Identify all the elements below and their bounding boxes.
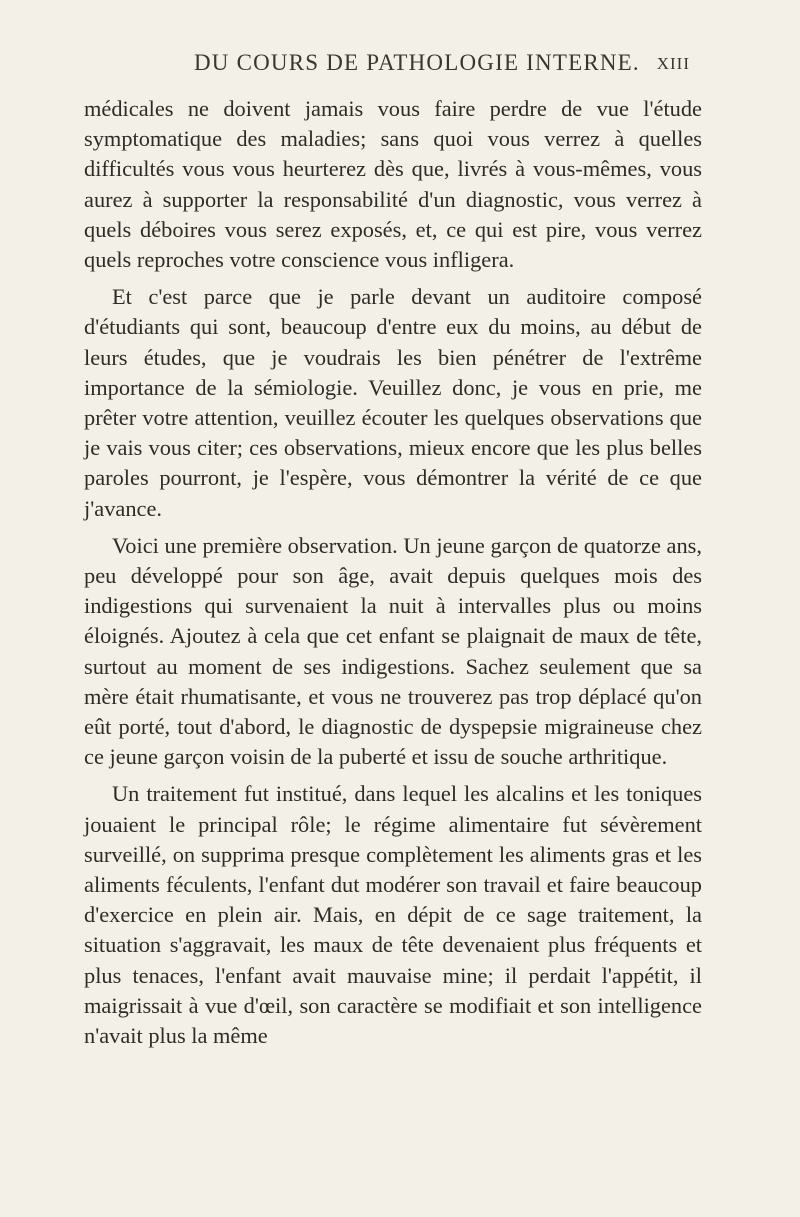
body-text	[84, 94, 702, 1058]
paragraph: Et c'est parce que je parle devant un auditoire composé d'étudiants qui sont, beaucoup d'entre eux du moins, au début de leurs études, que je voudrais les bien pénétrer de l'extrême importance de la sémiologie. Veuillez donc, je vous en prie, me prêter votre attention, veuillez écouter les quelques observations que je vais vous citer; ces observations, mieux encore que les plus belles paroles pourront, je l'espère, vous démontrer la vérité de ce que j'avance.	[84, 284, 702, 521]
paragraph: médicales ne doivent jamais vous faire perdre de vue l'étude symptomatique des maladies; sans quoi vous verrez à quelles difficultés vous vous heurterez dès que, livrés à vous-mêmes, vous aurez à supporter la responsabilité d'un diagnostic, vous verrez à quels déboires vous serez exposés, et, ce qui est pire, vous verrez quels reproches votre conscience vous infligera.	[84, 96, 702, 273]
page-number: XIII	[656, 54, 690, 73]
running-title: DU COURS DE PATHOLOGIE INTERNE.	[194, 50, 640, 75]
running-header	[0, 50, 800, 84]
paragraph: Un traitement fut institué, dans lequel les alcalins et les toniques jouaient le principal rôle; le régime alimentaire fut sévèrement surveillé, on supprima presque complètement les aliments gras et les aliments féculents, l'enfant dut modérer son travail et faire beaucoup d'exercice en plein air. Mais, en dépit de ce sage traitement, la situation s'aggravait, les maux de tête devenaient plus fréquents et plus tenaces, l'enfant avait mauvaise mine; il perdait l'appétit, il maigrissait à vue d'œil, son caractère se modifiait et son intelligence n'avait plus la même	[84, 781, 702, 1049]
paragraph: Voici une première observation. Un jeune garçon de quatorze ans, peu développé pour son âge, avait depuis quelques mois des indigestions qui survenaient la nuit à intervalles plus ou moins éloignés. Ajoutez à cela que cet enfant se plaignait de maux de tête, surtout au moment de ses indigestions. Sachez seulement que sa mère était rhumatisante, et vous ne trouverez pas trop déplacé qu'on eût porté, tout d'abord, le diagnostic de dyspepsie migraineuse chez ce jeune garçon voisin de la puberté et issu de souche arthritique.	[84, 532, 702, 770]
